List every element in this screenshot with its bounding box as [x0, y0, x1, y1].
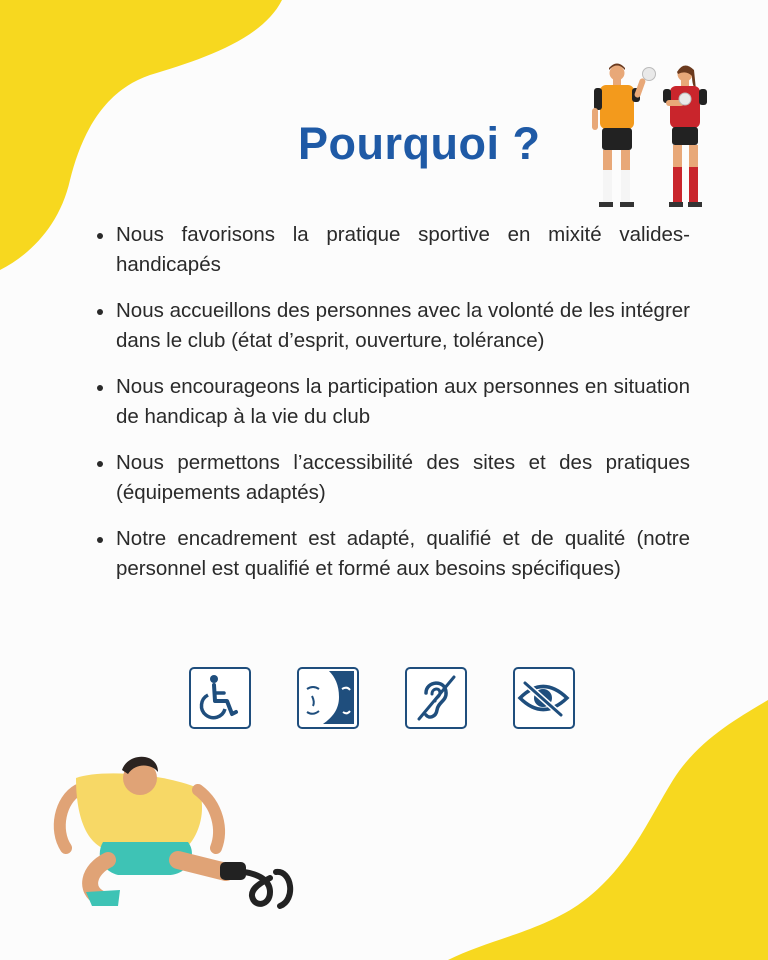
hearing-impairment-ear-icon — [405, 667, 467, 729]
mental-disability-face-icon — [297, 667, 359, 729]
list-item: Nous permettons l’accessibilité des sites et des pratiques (équipements adaptés) — [96, 448, 690, 508]
yellow-blob-bottom-right — [448, 700, 768, 960]
reasons-list — [96, 220, 690, 600]
page-title: Pourquoi ? — [298, 118, 541, 169]
list-item: Nous encourageons la participation aux personnes en situation de handicap à la vie du club — [96, 372, 690, 432]
visual-impairment-eye-icon — [513, 667, 575, 729]
list-item: Nous favorisons la pratique sportive en mixité valides-handicapés — [96, 220, 690, 280]
referees-illustration — [582, 62, 712, 217]
list-item: Nous accueillons des personnes avec la volonté de les intégrer dans le club (état d’esprit, ouverture, tolérance) — [96, 296, 690, 356]
athlete-prosthetic-illustration — [48, 750, 298, 915]
list-item: Notre encadrement est adapté, qualifié et de qualité (notre personnel est qualifié et formé aux besoins spécifiques) — [96, 524, 690, 584]
wheelchair-icon — [189, 667, 251, 729]
